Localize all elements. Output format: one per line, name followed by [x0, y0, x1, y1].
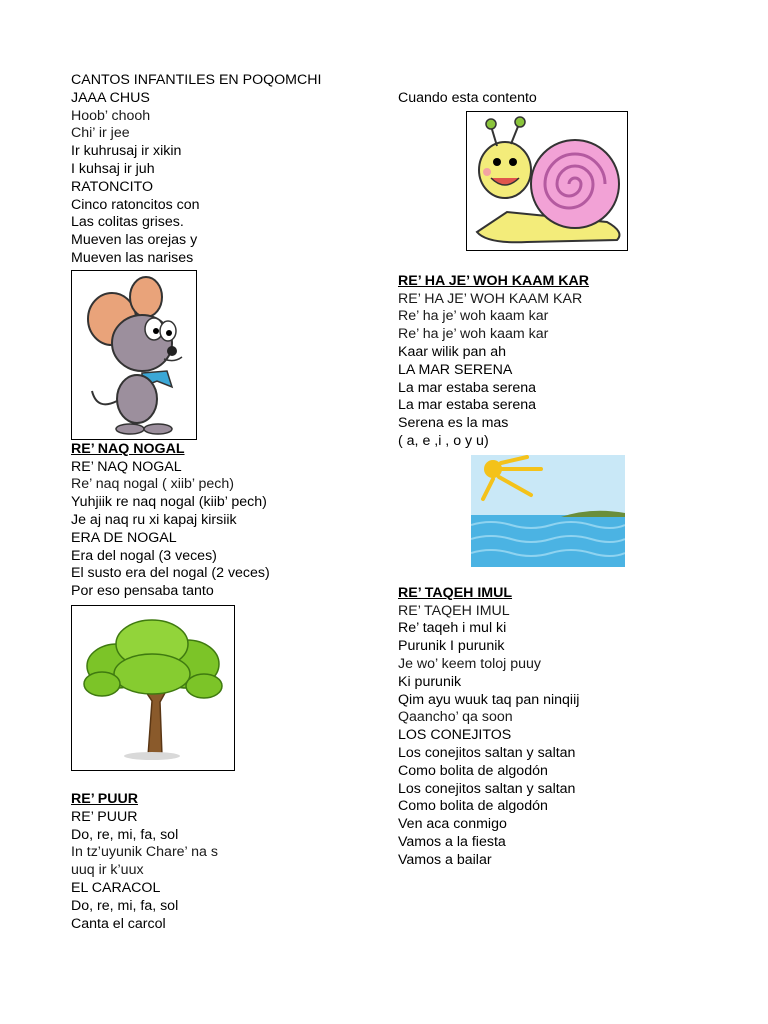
section-heading-re-puur: RE’ PUUR: [71, 790, 139, 807]
song-line: I kuhsaj ir juh: [71, 160, 155, 177]
song-block-puur: [71, 809, 371, 934]
song-line: Do, re, mi, fa, sol: [71, 897, 179, 914]
song-line: EL CARACOL: [71, 879, 161, 896]
document-title: CANTOS INFANTILES EN POQOMCHI: [71, 72, 322, 88]
song-line: RATONCITO: [71, 178, 153, 195]
song-line: Cinco ratoncitos con: [71, 196, 200, 213]
song-line: RE’ PUUR: [71, 808, 138, 825]
song-block-conejitos: [398, 603, 728, 870]
song-line: El susto era del nogal (2 veces): [71, 565, 270, 582]
song-block-jaaa-chus: [71, 90, 371, 268]
song-line: Kaar wilik pan ah: [398, 343, 507, 360]
song-line: JAAA CHUS: [71, 89, 150, 106]
song-line: La mar estaba serena: [398, 397, 537, 414]
song-line: Vamos a bailar: [398, 851, 492, 868]
song-line: Como bolita de algodón: [398, 798, 548, 815]
song-line: Era del nogal (3 veces): [71, 547, 217, 564]
snail-image: [466, 111, 628, 251]
song-line: Serena es la mas: [398, 415, 509, 432]
sea-image: [471, 455, 625, 567]
song-line: Yuhjiik re naq nogal (kiib’ pech): [71, 494, 267, 511]
left-column: [71, 72, 371, 933]
song-line: Las colitas grises.: [71, 214, 184, 231]
section-heading-re-taqeh-imul: RE’ TAQEH IMUL: [398, 584, 513, 601]
song-line: RE’ NAQ NOGAL: [71, 458, 182, 475]
song-line: Chi’ ir jee: [71, 125, 130, 142]
song-line: Purunik I purunik: [398, 638, 505, 655]
song-block-nogal: [71, 459, 371, 601]
song-line: Je wo’ keem toloj puuy: [398, 655, 541, 672]
song-line: Re’ naq nogal ( xiib’ pech): [71, 476, 234, 493]
song-line: uuq ir k’uux: [71, 862, 144, 879]
song-line: Por eso pensaba tanto: [71, 583, 214, 600]
song-line: Vamos a la fiesta: [398, 833, 506, 850]
song-line: Ven aca conmigo: [398, 816, 507, 833]
song-line: In tz’uyunik Chare’ na s: [71, 844, 218, 861]
song-line: LOS CONEJITOS: [398, 727, 512, 744]
tree-image: [71, 605, 235, 771]
song-line: Como bolita de algodón: [398, 762, 548, 779]
tree-icon: [72, 606, 234, 770]
song-line: Mueven las narises: [71, 249, 194, 266]
song-line: Re’ taqeh i mul ki: [398, 620, 507, 637]
song-line: RE’ TAQEH IMUL: [398, 602, 510, 619]
song-line: Re’ ha je’ woh kaam kar: [398, 326, 549, 343]
mouse-image: [71, 270, 197, 440]
song-line: LA MAR SERENA: [398, 361, 513, 378]
song-line: Do, re, mi, fa, sol: [71, 826, 179, 843]
snail-icon: [467, 112, 627, 250]
song-line: Mueven las orejas y: [71, 232, 198, 249]
song-line: Je aj naq ru xi kapaj kirsiik: [71, 511, 237, 528]
song-line: ERA DE NOGAL: [71, 529, 177, 546]
intro-line: Cuando esta contento: [398, 90, 537, 106]
section-heading-re-naq-nogal: RE’ NAQ NOGAL: [71, 440, 185, 457]
song-line: RE’ HA JE’ WOH KAAM KAR: [398, 290, 583, 307]
right-column: [398, 90, 728, 870]
song-line: Ki purunik: [398, 673, 462, 690]
song-line: Re’ ha je’ woh kaam kar: [398, 308, 549, 325]
sea-sun-icon: [471, 455, 625, 567]
song-line: Los conejitos saltan y saltan: [398, 780, 576, 797]
song-line: Qim ayu wuuk taq pan ninqiij: [398, 691, 580, 708]
song-block-kaam-kar: [398, 291, 728, 451]
mouse-icon: [72, 271, 196, 439]
song-line: La mar estaba serena: [398, 379, 537, 396]
song-line: Los conejitos saltan y saltan: [398, 744, 576, 761]
song-line: Qaancho’ qa soon: [398, 709, 513, 726]
song-line: ( a, e ,i , o y u): [398, 432, 489, 449]
section-heading-re-ha-je-woh: RE’ HA JE’ WOH KAAM KAR: [398, 272, 590, 289]
song-line: Canta el carcol: [71, 915, 166, 932]
song-line: Ir kuhrusaj ir xikin: [71, 143, 182, 160]
song-line: Hoob’ chooh: [71, 107, 151, 124]
